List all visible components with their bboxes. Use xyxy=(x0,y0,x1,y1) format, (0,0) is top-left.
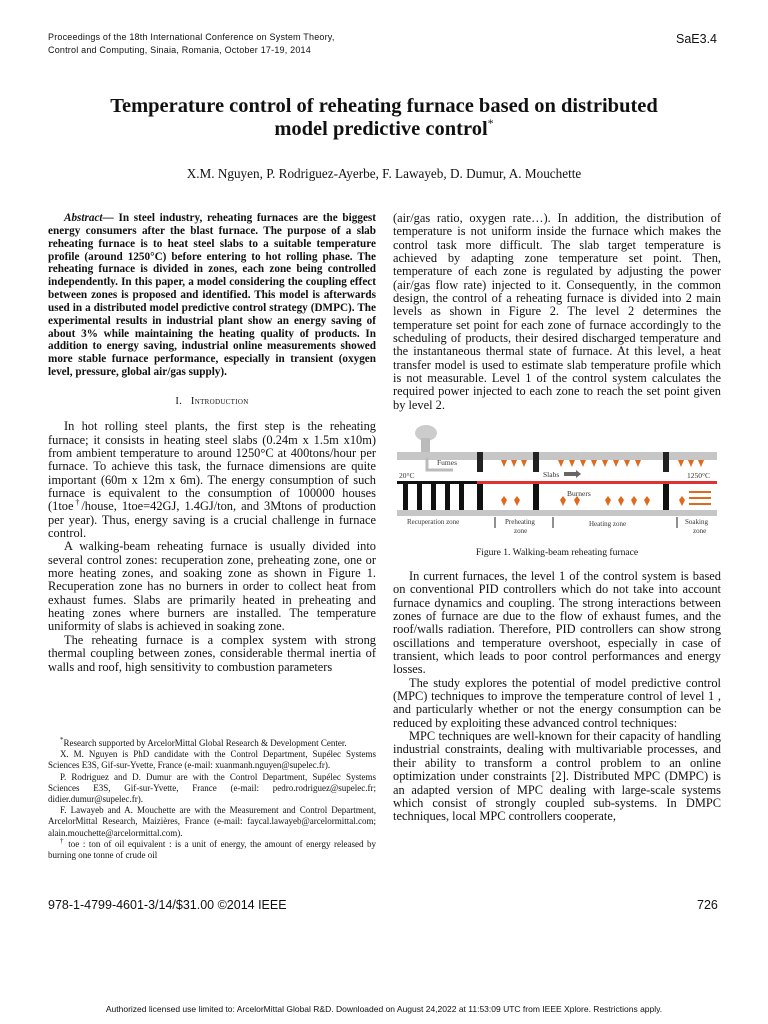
conference-header xyxy=(48,31,388,57)
paragraph-2: A walking-beam reheating furnace is usually divided into several control zones: recuperation zone, preheating zone, one or more heating zones, and soaking zone as shown in Figure 1. Recuperation zone has no burners in order to collect heat from exhaust fumes. Slabs are primarily heated in preheating and heating zones where burners are installed. The temperature uniformity of slabs is achieved in soaking zone. xyxy=(48,539,376,634)
right-column-bottom xyxy=(393,570,721,824)
paragraph-1 xyxy=(48,420,376,540)
paragraph-r3: The study explores the potential of model predictive control (MPC) techniques to improve the temperature control of level 1 , and particularly whether or not the energy consumption can be reduced by exploiting these advanced control techniques: xyxy=(393,675,721,730)
exit-arrows-icon xyxy=(689,492,711,504)
footnote-2: X. M. Nguyen is PhD candidate with the Control Department, Supélec Systems Sciences E3S, Gif-sur-Yvette, France (e-mail: xuanmanh.nguyen@supelec.fr). xyxy=(48,749,376,771)
abstract-label: Abstract xyxy=(64,212,103,224)
zone-preheating-label-2: zone xyxy=(514,527,528,535)
walking-beam-posts xyxy=(403,484,669,510)
footnote-5-mark: † xyxy=(60,836,65,845)
footnote-5-text: toe : ton of oil equivalent : is a unit of energy, the amount of energy released by burning one tonne of crude oil xyxy=(48,838,376,861)
footnote-1-mark: * xyxy=(60,736,64,744)
footnotes xyxy=(48,738,376,861)
zone-soaking-label-2: zone xyxy=(693,527,707,535)
section-title: Introduction xyxy=(190,395,249,407)
isbn-footer: 978-1-4799-4601-3/14/$31.00 ©2014 IEEE xyxy=(48,898,287,912)
zone-heating-label: Heating zone xyxy=(589,520,627,528)
abstract-dash: — xyxy=(102,212,119,224)
paragraph-r2: In current furnaces, the level 1 of the control system is based on conventional PID controllers which do not take into account furnace dynamics and coupling. The strong interactions between zones of furnace are due to the flow of exhaust fumes, and the roof/walls radiation. Therefore, PID controllers can show strong oscillations and temperature overshoot, especially in case of transient, which leads to poor control performances and energy losses. xyxy=(393,569,721,677)
lower-burners xyxy=(501,496,685,506)
paper-title xyxy=(60,95,708,141)
fumes-label: Fumes xyxy=(437,458,458,467)
burners-label: Burners xyxy=(567,489,591,498)
zone-soaking-label: Soaking xyxy=(685,518,708,526)
session-code: SaE3.4 xyxy=(676,32,718,46)
furnace-floor xyxy=(397,510,717,516)
conference-line-1: Proceedings of the 18th International Conference on System Theory, xyxy=(48,32,335,42)
zone-preheating-label: Preheating xyxy=(505,518,535,526)
toe-footnote-mark: † xyxy=(73,498,82,508)
paragraph-r1: (air/gas ratio, oxygen rate…). In addition, the distribution of temperature is not uniform inside the furnace which makes the control task more difficult. The slab target temperature is achieved by adapting zone temperature set point. Then, temperature of each zone is regulated by adjusting the power (air/gas flow rate) injected to it. Consequently, in the common design, the control of a reheating furnace is divided into 2 main levels as shown in Figure 2. The level 2 determines the temperature set point for each zone of furnace accordingly to the scheduling of products, their desired discharged temperature and the instantaneous thermal state of furnace. At this level, a heat transfer model is used to estimate slab temperature profile which is not measurable. Level 1 of the control system calculates the required power injected to each zone to reach the set point given by level 2. xyxy=(393,211,721,412)
footnote-4: F. Lawayeb and A. Mouchette are with the Measurement and Control Department, ArcelorMittal Research, Maizières, France (e-mail: faycal.lawayeb@arcelormittal.com; alain.mouchette@arcelormittal.com). xyxy=(48,805,376,838)
entry-temp-label: 20°C xyxy=(399,471,415,480)
paragraph-3: The reheating furnace is a complex system with strong thermal coupling between zones, considerable thermal inertia of walls and roof, high sensitivity to combustion parameters xyxy=(48,632,376,674)
zone-recuperation-label: Recuperation zone xyxy=(407,518,460,526)
author-list: X.M. Nguyen, P. Rodriguez-Ayerbe, F. Lawayeb, D. Dumur, A. Mouchette xyxy=(186,166,582,181)
slabs-label: Slabs xyxy=(543,470,560,479)
slabs-arrow-icon xyxy=(564,470,581,478)
section-number: I. xyxy=(175,395,183,407)
footnote-1-text: Research supported by ArcelorMittal Global Research & Development Center. xyxy=(63,738,347,748)
right-column-top xyxy=(393,212,721,412)
section-heading xyxy=(48,395,376,408)
paragraph-1-a: In hot rolling steel plants, the first step is the reheating furnace; it consists in heating steel slabs (0.24m x 1.5m x10m) from ambient temperature to around 1250°C at 400tons/hour per furnace. To achieve this task, the furnace dimensions are quite important (60m x 12m x 6m). The energy consumption of such furnace is equivalent to the consumption of 100000 houses (1toe xyxy=(48,419,376,514)
title-footnote-mark: * xyxy=(487,116,494,131)
figure-caption: Figure 1. Walking-beam reheating furnace xyxy=(475,547,639,558)
paragraph-1-b: /house, 1toe=42GJ, 1.4GJ/ton, and 3Mtons of production per year). Thus, energy saving is a crucial challenge in furnace control. xyxy=(48,499,377,541)
footnote-1 xyxy=(48,738,376,749)
footnote-3: P. Rodriguez and D. Dumur are with the Control Department, Supélec Systems Sciences E3S, Gif-sur-Yvette, France (e-mail: pedro.rodriguez@supelec.fr; didier.dumur@supelec.fr). xyxy=(48,771,376,805)
abstract-text: In steel industry, reheating furnaces are the biggest energy consumers after the blast furnace. The purpose of a slab reheating furnace is to heat steel slabs to a suitable temperature profile (around 1250°C) before entering to hot rolling phase. The reheating furnace is divided in zones, each zone being controlled independently. In this paper, a model considering the coupling effect between zones is proposed and identified. This model is afterwards used in a distributed model predictive control strategy (DMPC). The experimental results in industrial plant show an energy saving of about 3% while maintaining the heating quality of products. In addition to energy saving, industrial online measurements showed more stable furnace performance, especially in transient (oxygen level, pressure, global air/gas supply). xyxy=(48,212,376,379)
page-number: 726 xyxy=(697,898,718,912)
paragraph-r4: MPC techniques are well-known for their capacity of handling industrial constraints, dealing with multivariable processes, and their ability to transform a control problem to an online optimization under constraints [2]. Distributed MPC (DMPC) is an adapted version of MPC dealing with large-scale systems which consist of strongly coupled sub-systems. In DMPC techniques, local MPC controllers cooperate, xyxy=(393,729,721,824)
abstract xyxy=(48,212,376,379)
title-line-2: model predictive control xyxy=(274,118,488,140)
footnote-5 xyxy=(48,836,376,861)
walking-beam-furnace-diagram xyxy=(393,424,721,540)
upper-burners xyxy=(501,460,704,467)
left-column xyxy=(48,212,376,674)
conference-line-2: Control and Computing, Sinaia, Romania, October 17-19, 2014 xyxy=(48,45,311,55)
exit-temp-label: 1250°C xyxy=(687,471,711,480)
figure-1 xyxy=(393,424,721,540)
title-line-1: Temperature control of reheating furnace based on distributed xyxy=(110,95,658,117)
license-notice: Authorized licensed use limited to: ArcelorMittal Global R&D. Downloaded on August 24,2022 at 11:53:09 UTC from IEEE Xplore. Restrictions apply. xyxy=(105,1004,663,1014)
